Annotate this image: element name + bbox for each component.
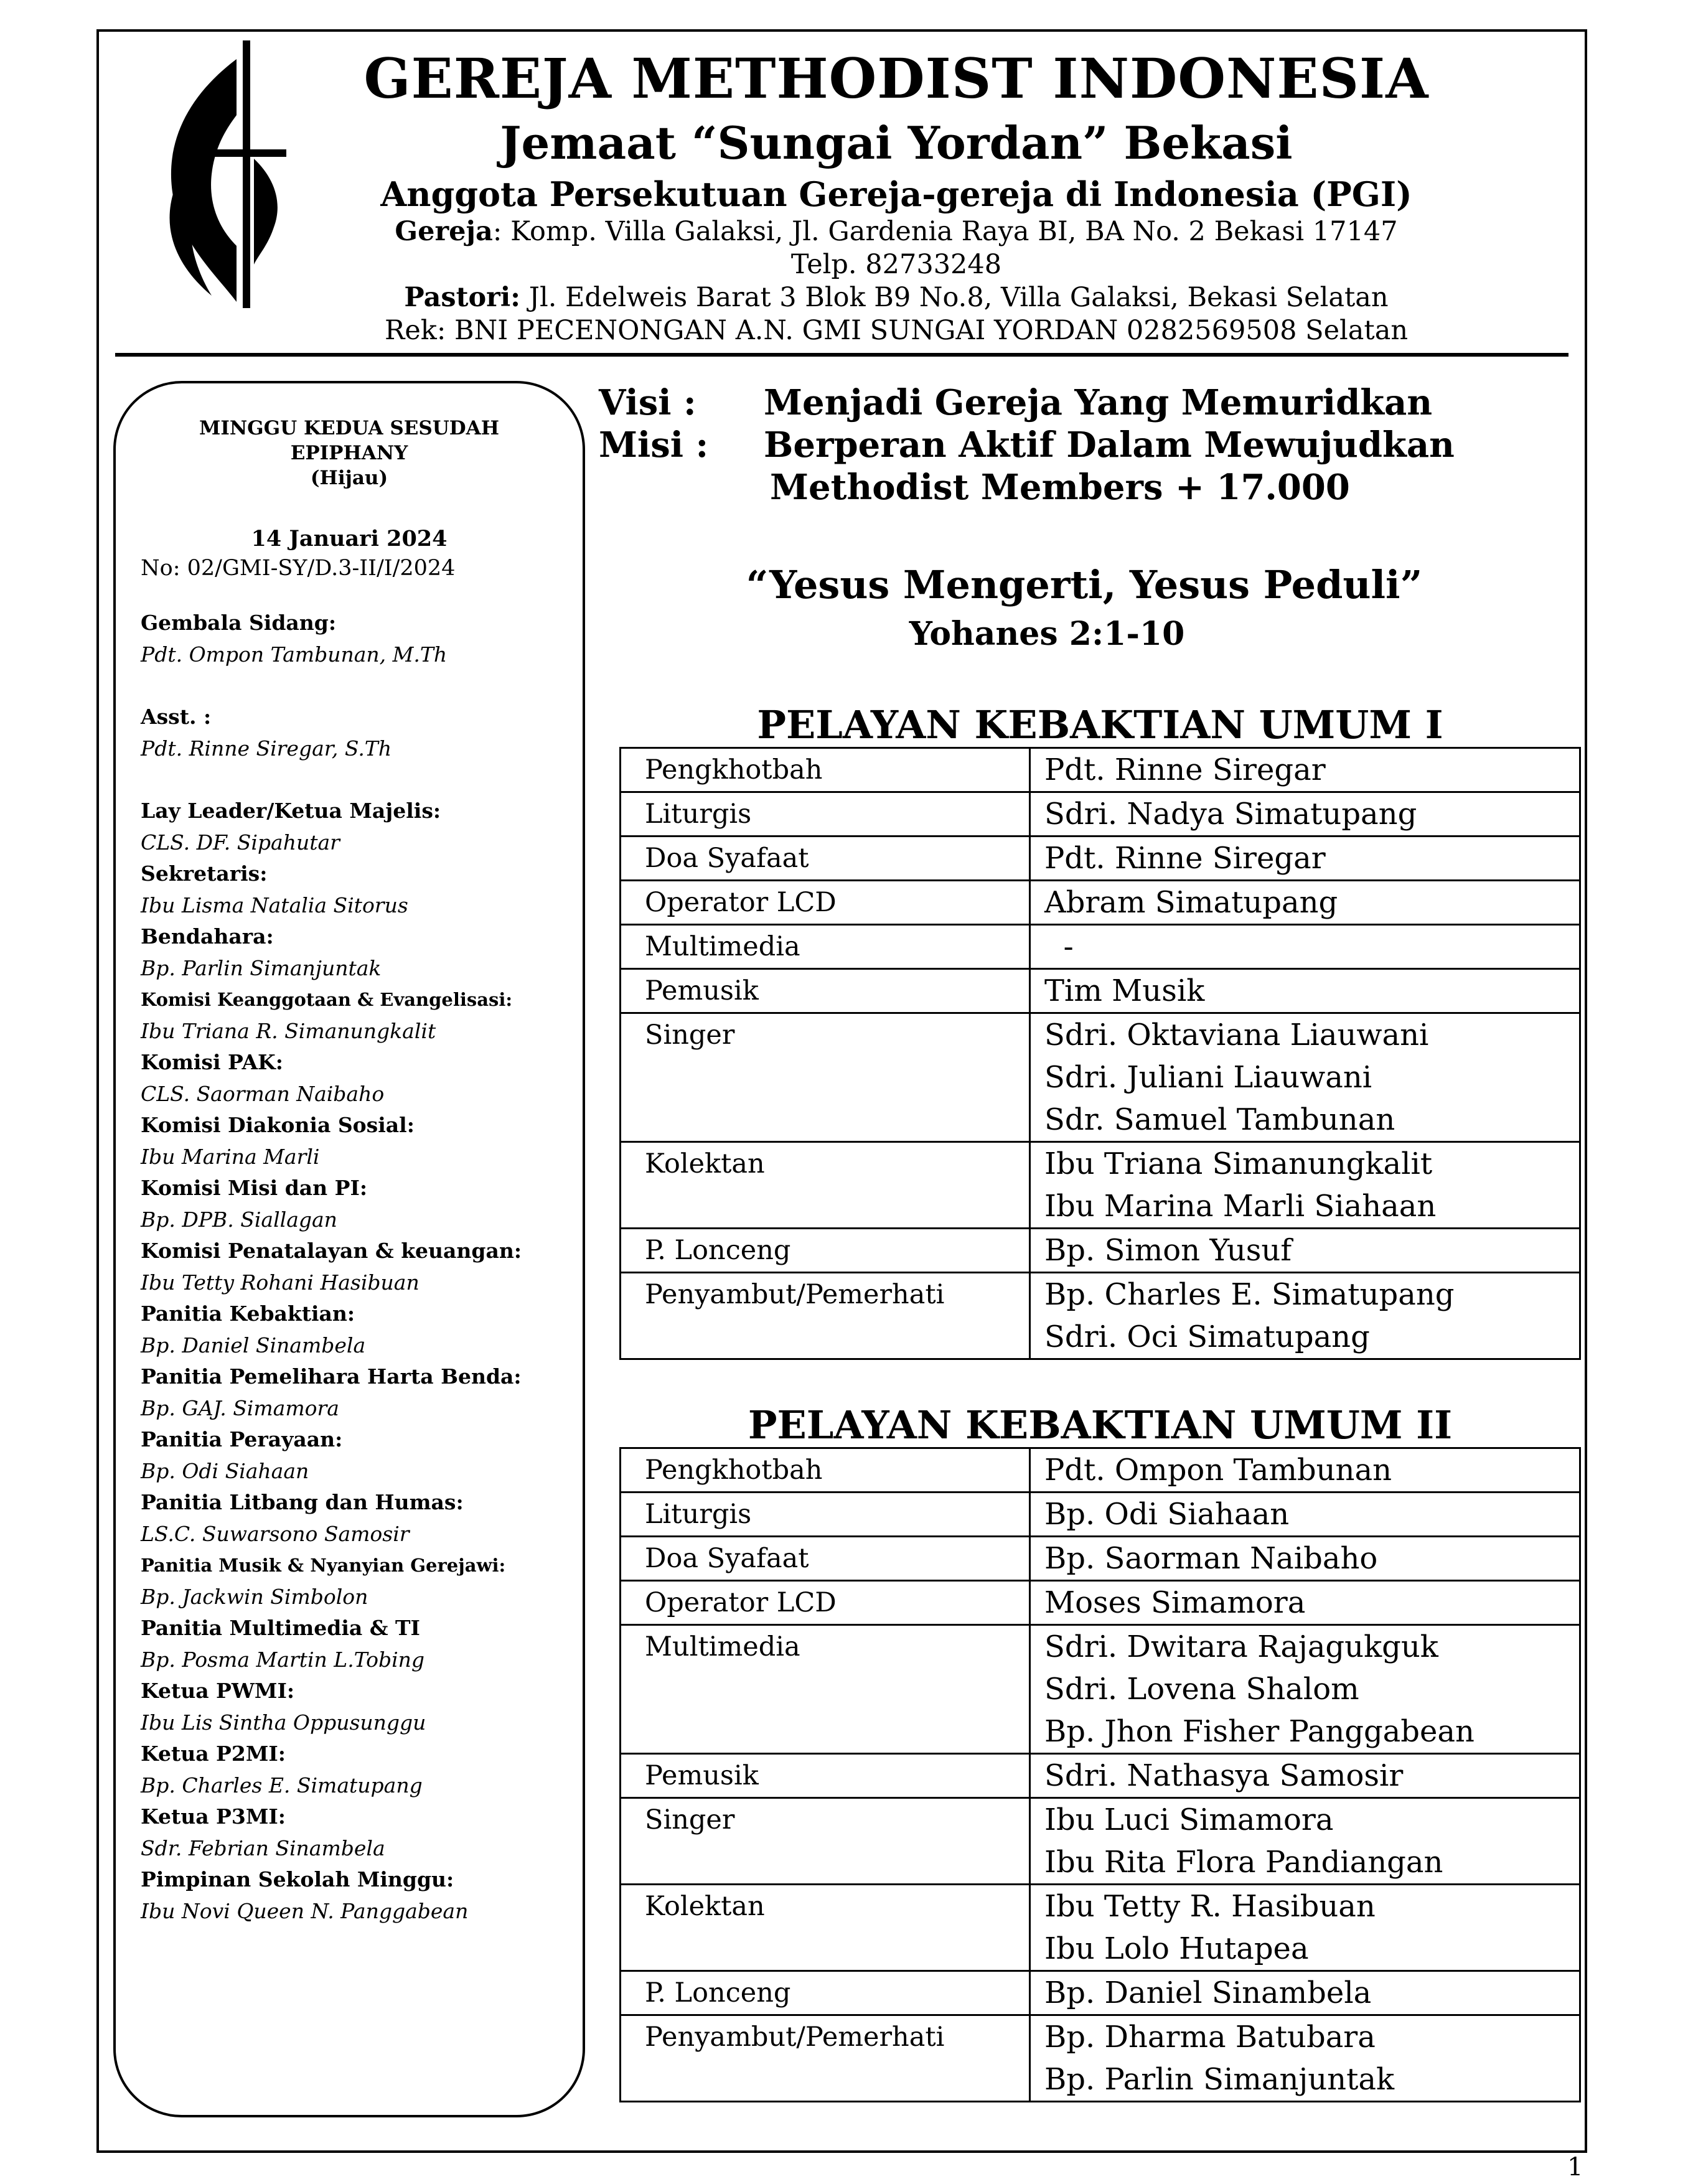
officer-name: Bp. Daniel Sinambela [141,1333,366,1357]
service2-title: PELAYAN KEBAKTIAN UMUM II [748,1402,1453,1448]
service-role: Doa Syafaat [621,837,1030,881]
table-row [621,1537,1580,1581]
service-people [1030,1013,1580,1142]
cross-and-flame-logo [149,40,293,308]
officer-name: Ibu Marina Marli [141,1145,320,1169]
service-role: Singer [621,1798,1030,1885]
sermon-theme [599,560,1570,656]
officer-role-label: Sekretaris: [141,861,268,886]
church-address: Gereja: Komp. Villa Galaksi, Jl. Gardenia Raya BI, BA No. 2 Bekasi 17147 [395,216,1398,247]
service-people [1030,1625,1580,1754]
service-role: Doa Syafaat [621,1537,1030,1581]
table-row [621,1493,1580,1537]
page-number: 1 [1567,2153,1583,2182]
membership-line: Anggota Persekutuan Gereja-gereja di Indonesia (PGI) [380,174,1412,214]
officer-name: LS.C. Suwarsono Samosir [141,1522,410,1546]
officer-name: Bp. Jackwin Simbolon [141,1585,368,1609]
service-role: Multimedia [621,925,1030,969]
service-person: Bp. Dharma Batubara [1044,2020,1376,2055]
officer-role-label: Panitia Pemelihara Harta Benda: [141,1364,522,1389]
service-people [1030,1448,1580,1493]
service-role: Multimedia [621,1625,1030,1754]
service-people [1030,1885,1580,1971]
officer-name: Ibu Lisma Natalia Sitorus [141,893,408,917]
service-role: Pengkhotbah [621,1448,1030,1493]
table-row [621,1013,1580,1142]
service-person: Moses Simamora [1044,1585,1306,1620]
congregation-name: Jemaat “Sungai Yordan” Bekasi [500,116,1293,169]
table-row [621,1798,1580,1885]
table-row [621,1581,1580,1625]
letterhead [274,44,1519,347]
service-person: Ibu Marina Marli Siahaan [1044,1189,1437,1224]
service-people [1030,2015,1580,2102]
service-person: Pdt. Ompon Tambunan [1044,1453,1392,1488]
service-person: Ibu Rita Flora Pandiangan [1044,1845,1443,1880]
bank-account: Rek: BNI PECENONGAN A.N. GMI SUNGAI YORDAN 0282569508 Selatan [384,315,1409,346]
table-row [621,1754,1580,1798]
service-person: Sdri. Nathasya Samosir [1044,1758,1404,1793]
officer-role-label: Panitia Kebaktian: [141,1301,355,1326]
visi-label: Visi : [599,382,696,423]
service-people [1030,1971,1580,2015]
table-row [621,1273,1580,1359]
service-role: P. Lonceng [621,1229,1030,1273]
service-people [1030,969,1580,1013]
officer-name: Sdr. Febrian Sinambela [141,1836,385,1860]
table-row [621,1229,1580,1273]
officer-name: Pdt. Ompon Tambunan, M.Th [141,642,448,667]
officer-role-label: Ketua P3MI: [141,1804,286,1829]
service-role: Penyambut/Pemerhati [621,1273,1030,1359]
service-person: - [1044,929,1074,964]
service-person: Sdri. Oci Simatupang [1044,1319,1370,1354]
service-role: Operator LCD [621,1581,1030,1625]
liturgical-week: MINGGU KEDUA SESUDAH EPIPHANY (Hijau) [199,417,499,489]
table-row [621,837,1580,881]
service-person: Sdr. Samuel Tambunan [1044,1102,1395,1137]
service-person: Pdt. Rinne Siregar [1044,752,1326,787]
table-row [621,1971,1580,2015]
service-person: Sdri. Juliani Liauwani [1044,1060,1372,1095]
service-people [1030,925,1580,969]
service-person: Bp. Simon Yusuf [1044,1233,1292,1268]
service2-table [619,1447,1581,2102]
misi-label: Misi : [599,424,709,466]
officer-name: CLS. DF. Sipahutar [141,830,340,855]
service-role: P. Lonceng [621,1971,1030,2015]
officer-name: Ibu Triana R. Simanungkalit [141,1019,436,1043]
officer-role-label: Panitia Litbang dan Humas: [141,1490,464,1514]
church-title: GEREJA METHODIST INDONESIA [363,46,1429,111]
officer-role-label: Gembala Sidang: [141,611,337,635]
officer-name: Ibu Lis Sintha Oppusunggu [141,1710,426,1735]
service-people [1030,1754,1580,1798]
officer-role-label: Ketua P2MI: [141,1741,286,1766]
service1-title: PELAYAN KEBAKTIAN UMUM I [757,702,1443,748]
table-row [621,1448,1580,1493]
service-role: Liturgis [621,1493,1030,1537]
misi-text-line2: Methodist Members + 17.000 [770,467,1350,508]
officers-list [141,607,576,1927]
service-role: Liturgis [621,792,1030,837]
officer-role-label: Ketua PWMI: [141,1679,295,1703]
bulletin-date: 14 Januari 2024 [251,526,448,551]
service-person: Sdri. Dwitara Rajagukguk [1044,1629,1438,1664]
service-people [1030,748,1580,792]
table-row [621,881,1580,925]
service-person: Ibu Triana Simanungkalit [1044,1146,1433,1181]
table-row [621,925,1580,969]
theme-verse: Yohanes 2:1-10 [909,615,1185,653]
service1-table [619,747,1581,1360]
officer-name: Ibu Novi Queen N. Panggabean [141,1899,469,1923]
officer-role-label: Komisi Keanggotaan & Evangelisasi: [141,989,513,1010]
officer-role-label: Panitia Musik & Nyanyian Gerejawi: [141,1555,506,1576]
service-people [1030,837,1580,881]
officer-name: CLS. Saorman Naibaho [141,1082,385,1106]
service-people [1030,792,1580,837]
service-people [1030,1229,1580,1273]
officer-role-label: Panitia Perayaan: [141,1427,343,1451]
header-divider [115,353,1568,357]
officer-name: Bp. GAJ. Simamora [141,1396,339,1420]
service-person: Ibu Luci Simamora [1044,1802,1334,1837]
service-person: Sdri. Oktaviana Liauwani [1044,1018,1429,1052]
table-row [621,2015,1580,2102]
service-person: Bp. Parlin Simanjuntak [1044,2062,1395,2097]
service-person: Bp. Odi Siahaan [1044,1497,1290,1532]
service-people [1030,1798,1580,1885]
officer-name: Bp. Odi Siahaan [141,1459,309,1483]
service-person: Sdri. Lovena Shalom [1044,1672,1359,1707]
service-role: Penyambut/Pemerhati [621,2015,1030,2102]
officer-role-label: Pimpinan Sekolah Minggu: [141,1867,454,1891]
service-role: Singer [621,1013,1030,1142]
officer-role-label: Asst. : [141,705,212,729]
table-row [621,1142,1580,1229]
service-role: Pemusik [621,1754,1030,1798]
officer-name: Ibu Tetty Rohani Hasibuan [141,1270,420,1295]
officer-name: Bp. Posma Martin L.Tobing [141,1647,425,1672]
officer-name: Pdt. Rinne Siregar, S.Th [141,736,392,761]
service-people [1030,1537,1580,1581]
officer-role-label: Komisi Misi dan PI: [141,1176,368,1200]
service-person: Ibu Lolo Hutapea [1044,1931,1309,1966]
officer-role-label: Bendahara: [141,924,274,949]
phone-line: Telp. 82733248 [790,249,1002,280]
sidebar-panel [113,381,585,2117]
officer-role-label: Komisi Penatalayan & keuangan: [141,1239,522,1263]
table-row [621,969,1580,1013]
table-row [621,1885,1580,1971]
service-person: Bp. Jhon Fisher Panggabean [1044,1714,1475,1749]
officer-name: Bp. DPB. Siallagan [141,1207,337,1232]
service-person: Sdri. Nadya Simatupang [1044,797,1417,832]
service-person: Pdt. Rinne Siregar [1044,841,1326,876]
service-role: Pengkhotbah [621,748,1030,792]
service-role: Kolektan [621,1885,1030,1971]
service-role: Pemusik [621,969,1030,1013]
officer-role-label: Komisi PAK: [141,1050,283,1074]
theme-title: “Yesus Mengerti, Yesus Peduli” [746,562,1423,607]
table-row [621,792,1580,837]
service-people [1030,1273,1580,1359]
service-person: Bp. Daniel Sinambela [1044,1975,1372,2010]
officer-role-label: Panitia Multimedia & TI [141,1616,420,1640]
pastori-address: Pastori: Jl. Edelweis Barat 3 Blok B9 No.8, Villa Galaksi, Bekasi Selatan [404,282,1389,313]
service-people [1030,1581,1580,1625]
service-person: Bp. Saorman Naibaho [1044,1541,1378,1576]
service-people [1030,1493,1580,1537]
bulletin-number: No: 02/GMI-SY/D.3-II/I/2024 [141,556,456,581]
service-person: Bp. Charles E. Simatupang [1044,1277,1455,1312]
service-person: Ibu Tetty R. Hasibuan [1044,1889,1376,1924]
table-row [621,748,1580,792]
officer-name: Bp. Parlin Simanjuntak [141,956,382,980]
service-role: Operator LCD [621,881,1030,925]
misi-text-line1: Berperan Aktif Dalam Mewujudkan [764,424,1455,466]
service-person: Tim Musik [1044,973,1205,1008]
officer-role-label: Komisi Diakonia Sosial: [141,1113,415,1137]
service-person: Abram Simatupang [1044,885,1338,920]
officer-name: Bp. Charles E. Simatupang [141,1773,423,1797]
service-role: Kolektan [621,1142,1030,1229]
officer-role-label: Lay Leader/Ketua Majelis: [141,799,441,823]
visi-text: Menjadi Gereja Yang Memuridkan [764,382,1433,423]
service-people [1030,881,1580,925]
service-people [1030,1142,1580,1229]
table-row [621,1625,1580,1754]
